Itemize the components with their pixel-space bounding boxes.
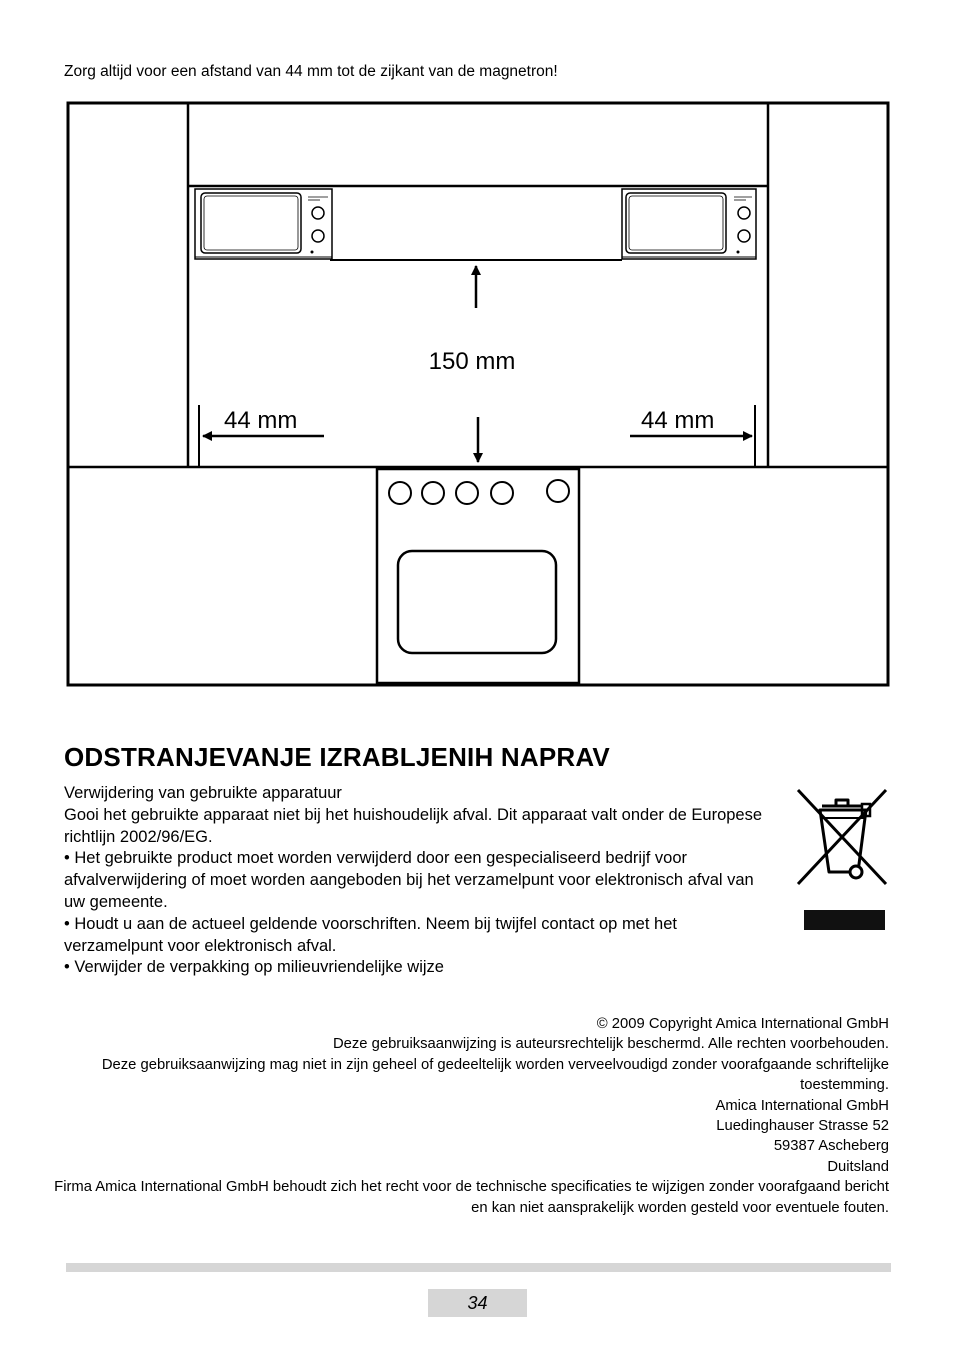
label-44mm-right: 44 mm [641, 407, 715, 434]
disposal-bullet: • Verwijder de verpakking op milieuvriendelijke wijze [64, 958, 444, 977]
section-title: ODSTRANJEVANJE IZRABLJENIH NAPRAV [64, 742, 610, 772]
disposal-subtitle: Verwijdering van gebruikte apparatuur [64, 784, 342, 802]
label-150mm: 150 mm [428, 348, 516, 375]
disposal-paragraph: Gooi het gebruikte apparaat niet bij het huishoudelijk afval. Dit apparaat valt onder de Europese richtlijn 2002/96/EG. [64, 805, 763, 846]
left-microwave [195, 189, 332, 259]
company-country: Duitsland [827, 1158, 889, 1175]
copyright-rights: Deze gebruiksaanwijzing is auteursrechtelijk beschermd. Alle rechten voorbehouden. [332, 1036, 889, 1053]
footer-rule [66, 1263, 891, 1272]
copyright-line: © 2009 Copyright Amica International GmbH [596, 1016, 889, 1032]
company-city: 59387 Ascheberg [773, 1138, 889, 1155]
disposal-text [64, 783, 764, 979]
copyright-reproduction: Deze gebruiksaanwijzing mag niet in zijn geheel of gedeeltelijk worden verveelvoudigd zonder voorafgaande schriftelijke toestemming. [101, 1056, 889, 1094]
company-street: Luedinghauser Strasse 52 [716, 1118, 889, 1135]
label-44mm-left: 44 mm [224, 407, 298, 434]
disposal-bullet: • Het gebruikte product moet worden verwijderd door een gespecialiseerd bedrijf voor afvalverwijdering of moet worden aangeboden bij het verzamelpunt voor elektronisch afval van uw gemeente. [64, 849, 754, 911]
copyright-block [49, 1014, 889, 1218]
crossed-out-wheelie-bin-icon [796, 788, 890, 888]
specifications-disclaimer: Firma Amica International GmbH behoudt zich het recht voor de technische specificaties te wijzigen zonder voorafgaand bericht en kan niet aansprakelijk worden gesteld voor eventuele fouten. [54, 1179, 889, 1216]
right-microwave [622, 189, 756, 259]
page-number: 34 [428, 1289, 527, 1317]
intro-note: Zorg altijd voor een afstand van 44 mm tot de zijkant van de magnetron! [64, 63, 558, 80]
weee-black-bar [804, 910, 885, 930]
company-name: Amica International GmbH [715, 1097, 889, 1114]
cooker [377, 469, 579, 683]
disposal-bullet: • Houdt u aan de actueel geldende voorschriften. Neem bij twijfel contact op met het verzamelpunt voor elektronisch afval. [64, 914, 677, 955]
